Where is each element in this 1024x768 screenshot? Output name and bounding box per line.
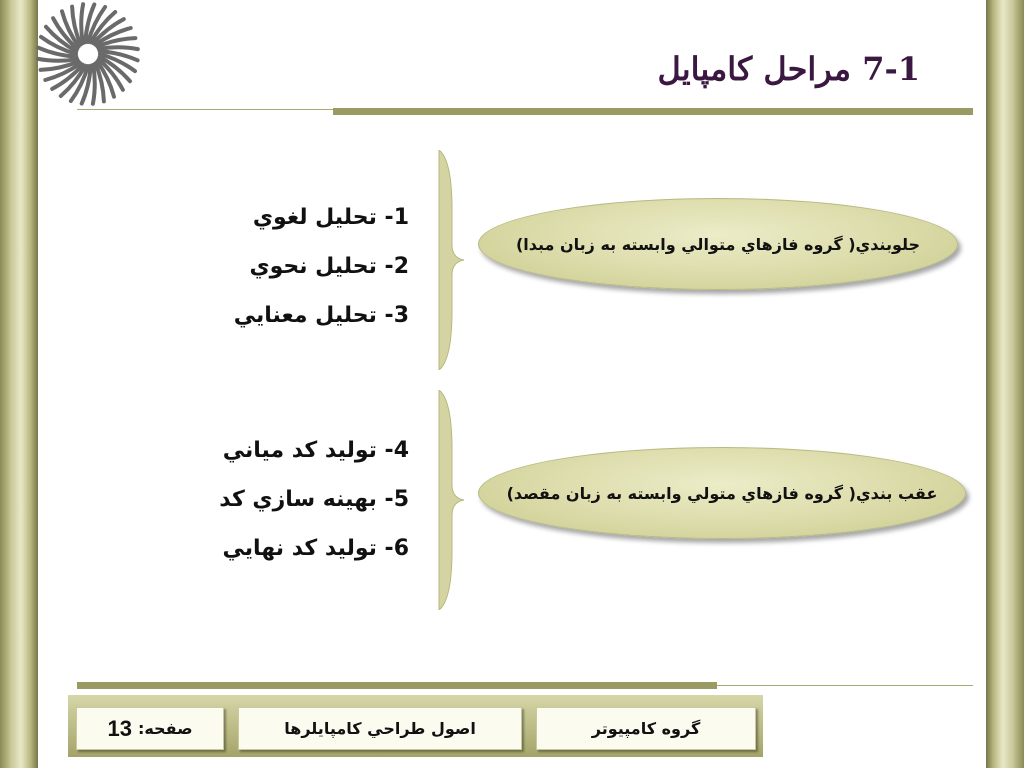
footer-group-text: گروه كامپيوتر [591,719,701,738]
list-item: 3- تحليل معنايي [233,303,409,328]
list-item: 5- بهينه سازي كد [219,487,409,512]
list-item: 6- توليد كد نهايي [222,536,409,561]
front-end-label: جلوبندي( گروه فازهاي متوالي وابسته به زبان مبدا) [515,234,921,254]
footer-page-box [76,707,224,750]
right-border [986,0,1024,768]
list-item: 2- تحليل نحوي [249,254,409,279]
back-brace [436,390,466,610]
list-item: 4- توليد كد مياني [222,438,409,463]
list-item: 1- تحليل لغوي [252,205,409,230]
footer-rule-thick [77,682,717,689]
back-phases-list [219,426,409,573]
back-end-label: عقب بندي( گروه فازهاي متولي وابسته به زبان مقصد) [506,483,938,503]
back-end-ellipse [478,447,966,539]
footer-group-box [536,707,756,750]
footer-page-label: صفحه: [137,719,193,738]
footer-course-text: اصول طراحي كامپايلرها [284,719,476,738]
front-end-ellipse [478,198,958,290]
page-number: 13 [107,715,132,741]
footer-course-box [238,707,522,750]
front-brace [436,150,466,370]
left-border [0,0,38,768]
header-rule-thick [333,108,973,115]
slide-title: 7-1 مراحل كامپايل [657,50,920,88]
front-phases-list [234,193,409,340]
sunburst-logo-icon [36,2,140,106]
